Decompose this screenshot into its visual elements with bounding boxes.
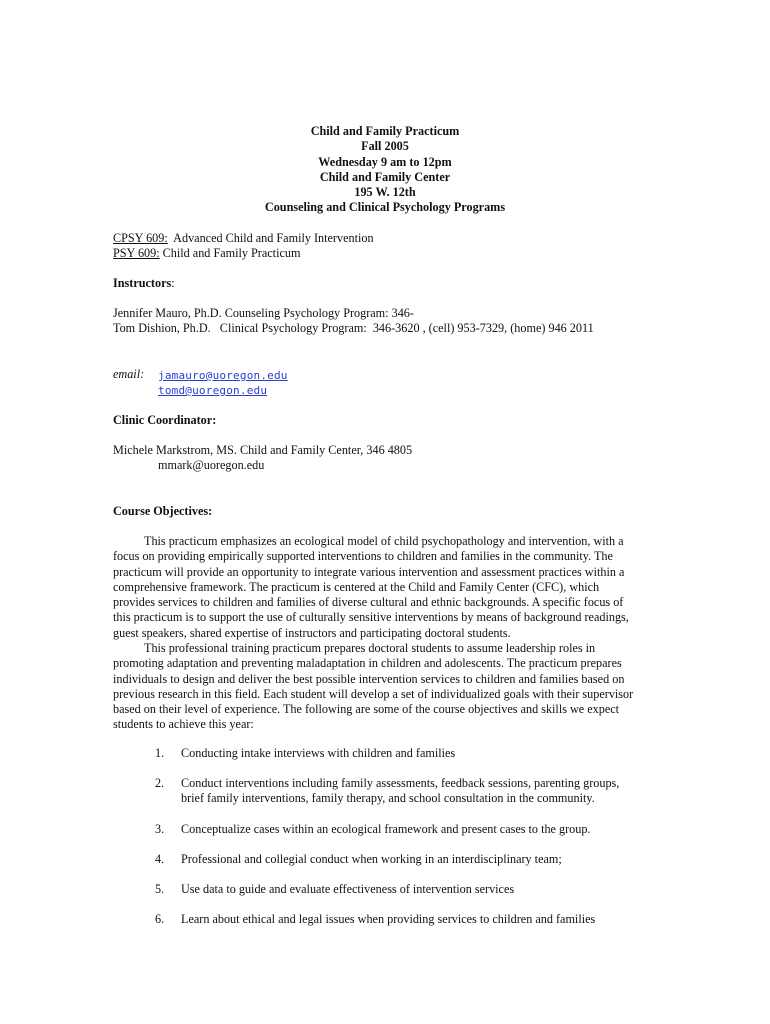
objectives-paragraph-1: This practicum emphasizes an ecological model of child psychopathology and intervention, with a focus on providing empirically supported interventions to children and families in the community. The practicum will provide an opportunity to integrate various intervention and assessment practices within a comprehensive framework. The practicum is centered at the Child and Family Center (CFC), which provides services to children and families of diverse cultural and ethnic backgrounds. A specific focus of this practicum is to support the use of culturally sensitive interventions by means of background readings, guest speakers, shared expertise of instructors and participating doctoral students. bbox=[113, 534, 629, 640]
header-title: Child and Family Practicum bbox=[310, 124, 460, 138]
instructor-line: Jennifer Mauro, Ph.D. Counseling Psychology Program: 346- bbox=[113, 306, 414, 320]
objectives-paragraph-2: This professional training practicum prepares doctoral students to assume leadership roles in promoting adaptation and preventing maladaptation in children and adolescents. The practicum prepares individuals to design and deliver the best possible intervention services to children and families based on previous research in this field. Each student will develop a set of individualized goals with their supervisor based on their level of experience. The following are some of the course objectives and skills we expect students to achieve this year: bbox=[113, 641, 634, 732]
course-code: PSY 609: bbox=[113, 246, 160, 260]
header-schedule: Wednesday 9 am to 12pm bbox=[318, 154, 452, 169]
header-term: Fall 2005 bbox=[361, 139, 409, 154]
course-line-psy bbox=[113, 246, 300, 261]
header-address: 195 W. 12th bbox=[354, 185, 416, 200]
course-title: Child and Family Practicum bbox=[159, 246, 301, 260]
email-link[interactable]: tomd@uoregon.edu bbox=[158, 384, 268, 397]
course-title: Advanced Child and Family Intervention bbox=[167, 231, 374, 245]
email-link[interactable]: jamauro@uoregon.edu bbox=[158, 369, 288, 382]
clinic-email: mmark@uoregon.edu bbox=[158, 458, 265, 472]
header-location: Child and Family Center bbox=[319, 169, 451, 184]
objectives-heading: Course Objectives: bbox=[113, 504, 213, 518]
instructors-heading: Instructors: bbox=[113, 276, 175, 290]
clinic-coordinator-line: Michele Markstrom, MS. Child and Family Center, 346 4805 bbox=[113, 443, 413, 457]
course-code: CPSY 609: bbox=[113, 231, 168, 245]
header-programs: Counseling and Clinical Psychology Programs bbox=[264, 200, 506, 215]
email-label: email: bbox=[113, 367, 145, 381]
instructor-line: Tom Dishion, Ph.D. Clinical Psychology Program: 346-3620 , (cell) 953-7329, (home) 946 2011 bbox=[113, 321, 594, 335]
clinic-heading: Clinic Coordinator: bbox=[113, 413, 217, 427]
course-line-cpsy bbox=[113, 231, 374, 246]
document-page: Child and Family Practicum Fall 2005 Wednesday 9 am to 12pm Child and Family Center 195 W. 12th Counseling and Clinical Psychology Programs CPSY 609: Advanced Child and Family Intervention PSY 609: Child and Family Practicum Instructors: Jennifer Mauro, Ph.D. Counseling Psychology Program: 346- Tom Dishion, Ph.D. Clinical Psychology Program: 346-3620 , (cell) 953-7329, (home) 946 2011 email: jamauro@uoregon.edu tomd@uoregon.edu Clinic Coordinator: Michele Markstrom, MS. Child and Family Center, 346 4805 mmark@uoregon.edu Course Objectives: This practicum emphasizes an ecological model of child psychopathology and intervention, with a focus on providing empirically supported interventions to children and families in the community. The practicum will provide an opportunity to integrate various intervention and assessment practices within a comprehensive framework. The practicum is centered at the Child and Family Center (CFC), which provides services to children and families of diverse cultural and ethnic backgrounds. A specific focus of this practicum is to support the use of culturally sensitive interventions by means of background readings, guest speakers, shared expertise of instructors and participating doctoral students. This professional training practicum prepares doctoral students to assume leadership roles in promoting adaptation and preventing maladaptation in children and adolescents. The practicum prepares individuals to design and deliver the best possible intervention services to children and families based on previous research in this field. Each student will develop a set of individualized goals with their supervisor based on their level of experience. The following are some of the course objectives and skills we expect students to achieve this year: 1. Conducting intake interviews with children and families 2. Conduct interventions including family assessments, feedback sessions, parenting groups, brief family interventions, family therapy, and school consultation in the community. 3. Conceptualize cases within an ecological framework and present cases to the group. 4. Professional and collegial conduct when working in an interdisciplinary team; 5. Use data to guide and evaluate effectiveness of intervention services 6. Learn about ethical and legal issues when providing services to children and families bbox=[0, 0, 770, 1024]
course-header bbox=[0, 124, 770, 216]
